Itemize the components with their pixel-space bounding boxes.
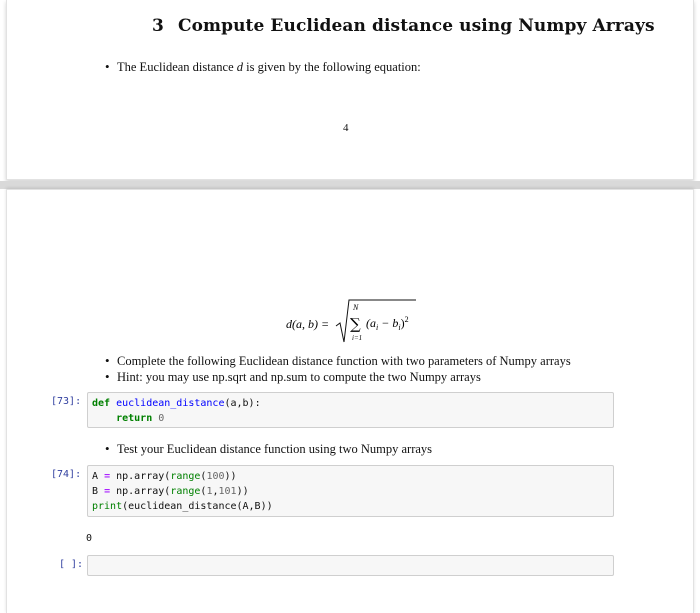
section-number: 3 xyxy=(152,16,164,36)
print-args: (euclidean_distance(A,B)) xyxy=(122,501,273,512)
range-a-arg: 100 xyxy=(206,471,225,482)
intro-bullet xyxy=(117,60,421,75)
return-keyword: return xyxy=(116,413,153,424)
page-separator xyxy=(0,181,700,189)
intro-prefix: The Euclidean distance xyxy=(117,60,237,74)
cell-prompt-empty: [ ]: xyxy=(59,559,84,570)
sum-upper: N xyxy=(353,303,359,312)
assign-a: = xyxy=(104,471,111,482)
cell-prompt-73: [73]: xyxy=(51,396,82,407)
np-array-b: np.array( xyxy=(116,486,171,497)
bullet-test: • Test your Euclidean distance function using two Numpy arrays xyxy=(117,442,432,457)
subscript-b: i xyxy=(398,323,401,332)
euclidean-equation xyxy=(286,298,426,346)
def-keyword: def xyxy=(92,398,111,409)
return-value: 0 xyxy=(158,413,165,424)
sum-lower: i=1 xyxy=(352,334,363,342)
page-number: 4 xyxy=(343,122,349,134)
section-title: Compute Euclidean distance using Numpy Arrays xyxy=(177,16,655,36)
summand-minus-b: − b xyxy=(378,316,399,330)
intro-suffix: is given by the following equation: xyxy=(243,60,421,74)
cell-prompt-74: [74]: xyxy=(51,469,82,480)
section-heading xyxy=(152,16,655,36)
print-call: print xyxy=(92,501,123,512)
intro-var: d xyxy=(236,60,243,74)
code-cell-74[interactable]: A = np.array(range(100)) B = np.array(range(1,101)) print(euclidean_distance(A,B)) xyxy=(87,465,614,517)
range-b: range xyxy=(170,486,201,497)
summand-a: (a xyxy=(366,316,376,330)
cell-output-74: 0 xyxy=(86,533,93,544)
exponent: 2 xyxy=(404,315,409,324)
equation-lhs: d(a, b) = xyxy=(286,317,330,331)
code-cell-73[interactable] xyxy=(87,392,614,428)
range-b-arg2: 101 xyxy=(218,486,237,497)
function-name: euclidean_distance xyxy=(116,398,225,409)
code-cell-empty[interactable] xyxy=(87,555,614,576)
close-b: )) xyxy=(236,486,249,497)
assign-b: = xyxy=(104,486,111,497)
range-b-arg1: 1 xyxy=(206,486,213,497)
equation-summand xyxy=(366,315,409,332)
close-a: )) xyxy=(224,471,237,482)
sum-symbol: ∑ xyxy=(350,315,361,333)
np-array-a: np.array( xyxy=(116,471,171,482)
subscript-a: i xyxy=(376,323,379,332)
var-a: A xyxy=(92,471,99,482)
bullet-complete: • Complete the following Euclidean distance function with two parameters of Numpy arrays xyxy=(117,354,571,369)
range-a: range xyxy=(170,471,201,482)
function-args: (a,b): xyxy=(224,398,261,409)
summand-close: ) xyxy=(400,316,405,330)
var-b: B xyxy=(92,486,99,497)
bullet-hint: • Hint: you may use np.sqrt and np.sum to compute the two Numpy arrays xyxy=(117,370,481,385)
